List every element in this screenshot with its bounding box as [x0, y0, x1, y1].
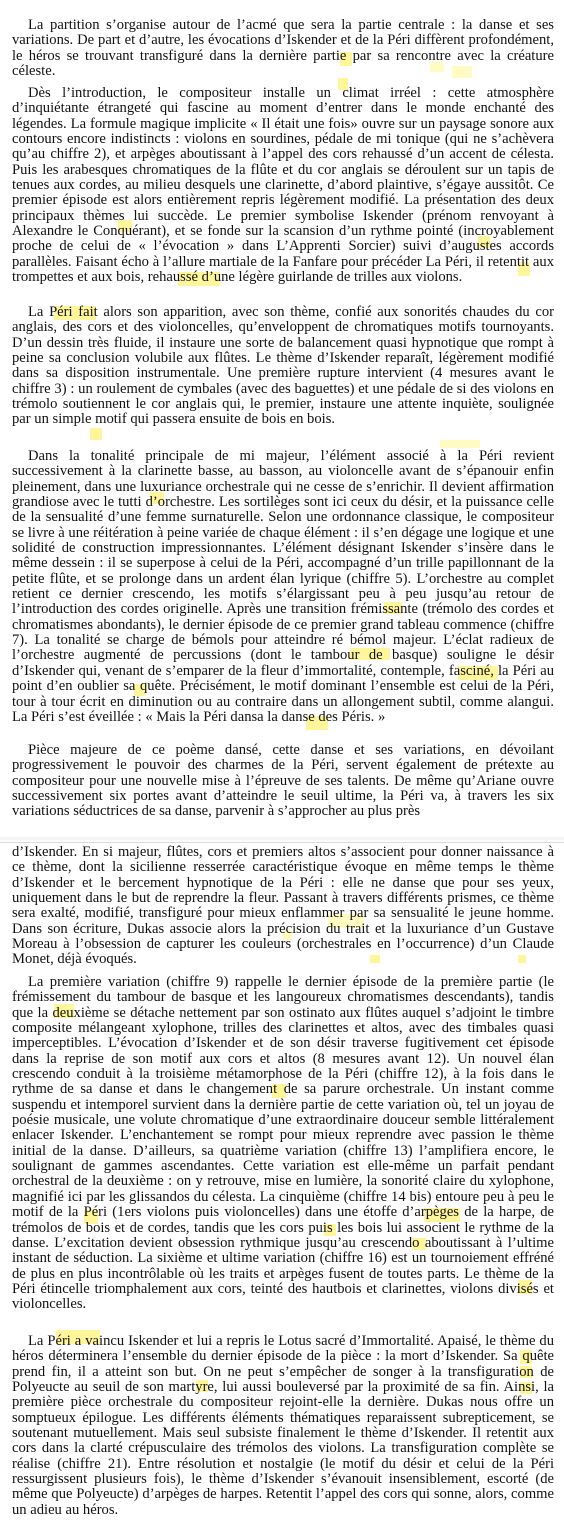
paragraph: Dans la tonalité principale de mi majeur, l’élément associé à la Péri revient successivement à la clarinette basse, au basson, au violoncelle avant de s’épanouir enfin pleinement, dans une luxuriance orchestrale qui ne cesse de s’enrichir. Il devient affirmation grandiose avec le tutti d’orchestre. Les sortilèges sont ici ceux du désir, et la puissance celle de la sensualité d’une femme surnaturelle. Selon une ordonnance classique, le compositeur se livre à une réitération à peine variée de chaque élément : il s’en dégage une logique et une solidité de construction impressionnantes. L’élément désignant Iskender s’insère dans le même dessein : il se superpose à celui de la Péri, accompagné d’un trille papillonnant de la petite flûte, et se prolonge dans un ardent élan lyrique (chiffre 5). L’orchestre au complet retient ce dernier crescendo, les motifs s’élargissant peu à peu jusqu’au retour de l’introduction des cordes originelle. Après une transition frémissante (trémolo des cordes et chromatismes abondants), le dernier épisode de ce premier grand tableau commence (chiffre 7). La tonalité se charge de bémols pour atteindre ré bémol majeur. L’éclat radieux de l’orchestre augmenté de percussions (dont le tambour de basque) souligne le désir d’Iskender qui, venant de s’emparer de la fleur d’immortalité, contemple, fasciné, la Péri au point d’en oublier sa quête. Précisément, le motif dominant l’ensemble est celui de la Péri, tour à tour écrit en diminution ou au contraire dans un allongement subtil, comme alangui. La Péri s’est éveillée : « Mais la Péri dansa la danse des Péris. »: [12, 448, 554, 725]
paragraph: La Péri a vaincu Iskender et lui a repris le Lotus sacré d’Immortalité. Apaisé, le thème du héros déterminera l’ensemble du dernier épisode de la pièce : la mort d’Iskender. Sa quête prend fin, il a atteint son but. On ne peut s’empêcher de songer à la transfiguration de Polyeucte au seuil de son martyre, lui aussi bouleversé par la proximité de sa fin. Ainsi, la première pièce orchestrale du compositeur rejoint-elle la dernière. Dukas nous offre un somptueux épilogue. Les différents éléments thématiques reparaissent subrepticement, se soutenant mutuellement. Mais seul subsiste finalement le thème d’Iskender. Il retentit aux cors dans la clarté crépusculaire des trémolos des violons. La transfiguration complète se réalise (chiffre 21). Entre résolution et nostalgie (le motif du désir et celui de la Péri ressurgissent plusieurs fois), le thème d’Iskender s’évanouit insensiblement, escorté (de même que Polyeucte) d’arpèges de harpes. Retentit l’appel des cors qui sonne, alors, comme un adieu au héros.: [12, 1333, 554, 1518]
highlight-mark: [440, 440, 480, 448]
paragraph: La Péri fait alors son apparition, avec son thème, confié aux sonorités chaudes du cor anglais, des cors et des violoncelles, qu’enveloppent de chromatiques motifs tournoyants. D’un dessin très fluide, il instaure une sorte de balancement quasi hypnotique que rompt à peine sa conclusion volubile aux flûtes. Le thème d’Iskender reparaît, légèrement modifié dans sa disposition instrumentale. Une première rupture intervient (4 mesures avant le chiffre 3) : un roulement de cymbales (avec des baguettes) et une pédale de si des violons en trémolo soutiennent le cor anglais qui, le premier, instaure une attente inquiète, soulignée par un simple motif qui passera ensuite de bois en bois.: [12, 304, 554, 428]
paragraph: Pièce majeure de ce poème dansé, cette danse et ses variations, en dévoilant progressivement le pouvoir des charmes de la Péri, servent également de prétexte au compositeur pour une nouvelle mise à l’épreuve de ses talents. De même qu’Ariane ouvre successivement six portes avant d’atteindre le seuil ultime, la Péri va, à travers les six variations séductrices de sa danse, parvenir à s’approcher au plus près: [12, 742, 554, 820]
paragraph: d’Iskender. En si majeur, flûtes, cors et premiers altos s’associent pour donner naissance à ce thème, dont la sicilienne resserrée caractéristique évoque en même temps le thème d’Iskender et le bercement hypnotique de la Péri : elle ne danse que pour ses yeux, uniquement dans le but de reprendre la fleur. Passant à travers différents prismes, ce thème sera exalté, modifié, transfiguré pour mieux enflammer par sa sensualité le jeune homme. Dans son écriture, Dukas associe alors la précision du trait et la luxuriance d’un Gustave Moreau à l’obsession de capturer les couleurs (orchestrales en l’occurrence) d’un Claude Monet, déjà évoqués.: [12, 844, 554, 968]
paragraph: La partition s’organise autour de l’acmé que sera la partie centrale : la danse et ses variations. De part et d’autre, les évocations d’Iskender et de la Péri diffèrent profondément, le héros se trouvant transfiguré dans la dernière partie par sa rencontre avec la créature céleste.: [12, 17, 554, 80]
paragraph: La première variation (chiffre 9) rappelle le dernier épisode de la première partie (le frémissement du tambour de basque et les langoureux chromatismes descendants), tandis que la deuxième se détache nettement par son ostinato aux flûtes auquel s’adjoint le timbre composite mélangeant xylophone, trilles des clarinettes et altos, avec des timbales quasi imperceptibles. L’évocation d’Iskender et de son désir traverse fugitivement cet épisode dans la reprise de son motif aux cors et altos (8 mesures avant 12). Un nouvel élan crescendo conduit à la troisième métamorphose de la Péri (chiffre 12), à la fois dans le rythme de sa danse et dans le changement de sa parure orchestrale. Un instant comme suspendu et intemporel survient dans la dernière partie de cette variation où, tel un joyau de poésie musicale, une volute chromatique d’une extraordinaire douceur semble littéralement enlacer Iskender. L’enchantement se rompt pour mieux reprendre avec passion le thème initial de la danse. D’ailleurs, sa quatrième variation (chiffre 13) l’amplifiera encore, le soulignant de gammes ascendantes. Cette variation est elle-même un parfait pendant orchestral de la deuxième : on y retrouve, mise en lumière, la sonorité claire du xylophone, magnifié ici par les glissandos du célesta. La cinquième (chiffre 14 bis) entoure peu à peu le motif de la Péri (1ers violons puis violoncelles) dans une étoffe d’arpèges de la harpe, de trémolos de bois et de cordes, tandis que les cors puis les bois lui associent le rythme de la danse. L’excitation devient obsession rythmique jusqu’au crescendo aboutissant à l’ultime instant de séduction. La sixième et ultime variation (chiffre 16) est un tournoiement effréné de plus en plus incontrôlable où les traits et arpèges fusent de toutes parts. Le thème de la Péri étincelle triomphalement aux cors, teinté des hautbois et clarinettes, violons divisés et violoncelles.: [12, 974, 554, 1313]
highlight-mark: [90, 428, 102, 440]
paragraph: Dès l’introduction, le compositeur installe un climat irréel : cette atmosphère d’inquiétante étrangeté qui fascine au moment d’entrer dans le monde enchanté des légendes. La formule magique implicite « Il était une fois» ouvre sur un paysage sonore aux contours encore indistincts : violons en sourdines, pédale de mi tonique (qui ne s’achèvera qu’au chiffre 2), et arpèges aboutissant à l’appel des cors rehaussé d’un accent de célesta. Puis les arabesques chromatiques de la flûte et du cor anglais se déroulent sur un tapis de tenues aux cordes, au milieu desquels une clarinette, d’abord plaintive, s’égaye aussitôt. Ce premier épisode est alors entièrement repris légèrement modifié. La présentation des deux principaux thèmes lui succède. Le premier symbolise Iskender (prénom renvoyant à Alexandre le Conquérant), et se fonde sur la scansion d’un rythme pointé (incroyablement proche de celui de « l’évocation » dans L’Apprenti Sorcier) suivi d’augustes accords parallèles. Faisant écho à l’allure martiale de la Fanfare pour précéder La Péri, il retentit aux trompettes et aux bois, rehaussé d’une légère guirlande de trilles aux violons.: [12, 85, 554, 286]
page-divider: [0, 842, 564, 843]
